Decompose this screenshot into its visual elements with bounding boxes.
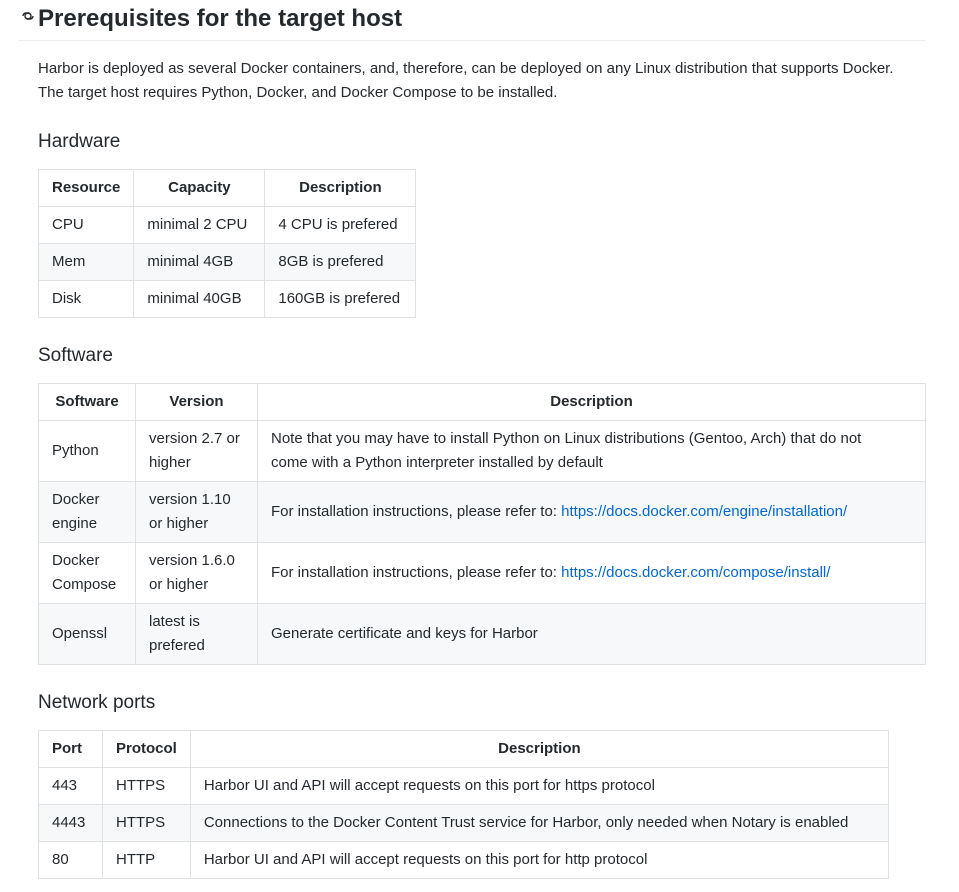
network-ports-table [38, 730, 889, 879]
intro-line: The target host requires Python, Docker, and Docker Compose to be installed. [38, 84, 558, 101]
table-cell: Harbor UI and API will accept requests on this port for https protocol [190, 768, 888, 805]
software-table [38, 383, 926, 665]
column-header: Description [265, 170, 416, 207]
hardware-table [38, 169, 416, 318]
intro-line: Harbor is deployed as several Docker containers, and, therefore, can be deployed on any Linux distribution that supports Docker. [38, 60, 894, 77]
table-cell [39, 543, 136, 604]
cell-line: Docker [52, 552, 100, 569]
table-cell: HTTPS [103, 805, 191, 842]
table-row [39, 421, 926, 482]
docker-engine-install-link[interactable]: https://docs.docker.com/engine/installation/ [561, 503, 848, 520]
table-cell [136, 604, 258, 665]
table-cell [258, 604, 926, 665]
table-cell: minimal 4GB [134, 244, 265, 281]
table-cell: 4443 [39, 805, 103, 842]
network-ports-heading: Network ports [38, 692, 156, 713]
column-header: Description [258, 384, 926, 421]
heading-container [18, 0, 926, 41]
table-cell [39, 482, 136, 543]
table-cell: CPU [39, 207, 134, 244]
hardware-heading: Hardware [38, 131, 121, 152]
column-header: Capacity [134, 170, 265, 207]
cell-line: version 1.6.0 [149, 552, 235, 569]
table-cell [258, 543, 926, 604]
table-cell: 80 [39, 842, 103, 879]
cell-line: Note that you may have to install Python on Linux distributions (Gentoo, Arch) that do not [271, 430, 862, 447]
cell-line [271, 500, 912, 524]
table-row [39, 281, 416, 318]
table-cell: Mem [39, 244, 134, 281]
table-row [39, 768, 889, 805]
cell-line: latest is [149, 613, 200, 630]
cell-line: Docker [52, 491, 100, 508]
cell-line: Openssl [52, 625, 108, 642]
table-cell [136, 482, 258, 543]
table-cell: Connections to the Docker Content Trust service for Harbor, only needed when Notary is enabled [190, 805, 888, 842]
table-cell [136, 543, 258, 604]
cell-line: engine [52, 515, 98, 532]
cell-line: higher [149, 454, 191, 471]
software-heading: Software [38, 345, 113, 366]
table-row [39, 244, 416, 281]
table-row [39, 543, 926, 604]
cell-line: Compose [52, 576, 117, 593]
table-cell: 4 CPU is prefered [265, 207, 416, 244]
table-cell: Harbor UI and API will accept requests on this port for http protocol [190, 842, 888, 879]
column-header: Port [39, 731, 103, 768]
table-cell [258, 482, 926, 543]
table-cell: HTTP [103, 842, 191, 879]
table-cell: minimal 40GB [134, 281, 265, 318]
table-cell [258, 421, 926, 482]
table-cell: Disk [39, 281, 134, 318]
table-header-row [39, 384, 926, 421]
cell-line: Python [52, 442, 99, 459]
table-cell: 160GB is prefered [265, 281, 416, 318]
page-title: Prerequisites for the target host [38, 5, 403, 32]
table-row [39, 207, 416, 244]
column-header: Description [190, 731, 888, 768]
link-anchor-icon[interactable] [20, 10, 36, 22]
cell-line: come with a Python interpreter installed by default [271, 454, 603, 471]
table-row [39, 805, 889, 842]
table-row [39, 842, 889, 879]
column-header: Version [136, 384, 258, 421]
cell-line: version 2.7 or [149, 430, 240, 447]
cell-line: or higher [149, 515, 209, 532]
column-header: Protocol [103, 731, 191, 768]
cell-text: For installation instructions, please refer to: [271, 564, 562, 581]
cell-text: For installation instructions, please refer to: [271, 503, 562, 520]
table-row [39, 482, 926, 543]
table-cell: minimal 2 CPU [134, 207, 265, 244]
table-header-row [39, 731, 889, 768]
intro-paragraph [38, 57, 928, 105]
cell-line: version 1.10 [149, 491, 231, 508]
cell-line: or higher [149, 576, 209, 593]
table-cell [39, 421, 136, 482]
column-header: Software [39, 384, 136, 421]
cell-line [271, 561, 912, 585]
table-cell [39, 604, 136, 665]
table-cell: HTTPS [103, 768, 191, 805]
table-header-row [39, 170, 416, 207]
column-header: Resource [39, 170, 134, 207]
table-cell: 8GB is prefered [265, 244, 416, 281]
cell-line: prefered [149, 637, 205, 654]
table-row [39, 604, 926, 665]
table-cell [136, 421, 258, 482]
table-cell: 443 [39, 768, 103, 805]
docker-compose-install-link[interactable]: https://docs.docker.com/compose/install/ [561, 564, 831, 581]
cell-line: Generate certificate and keys for Harbor [271, 625, 538, 642]
